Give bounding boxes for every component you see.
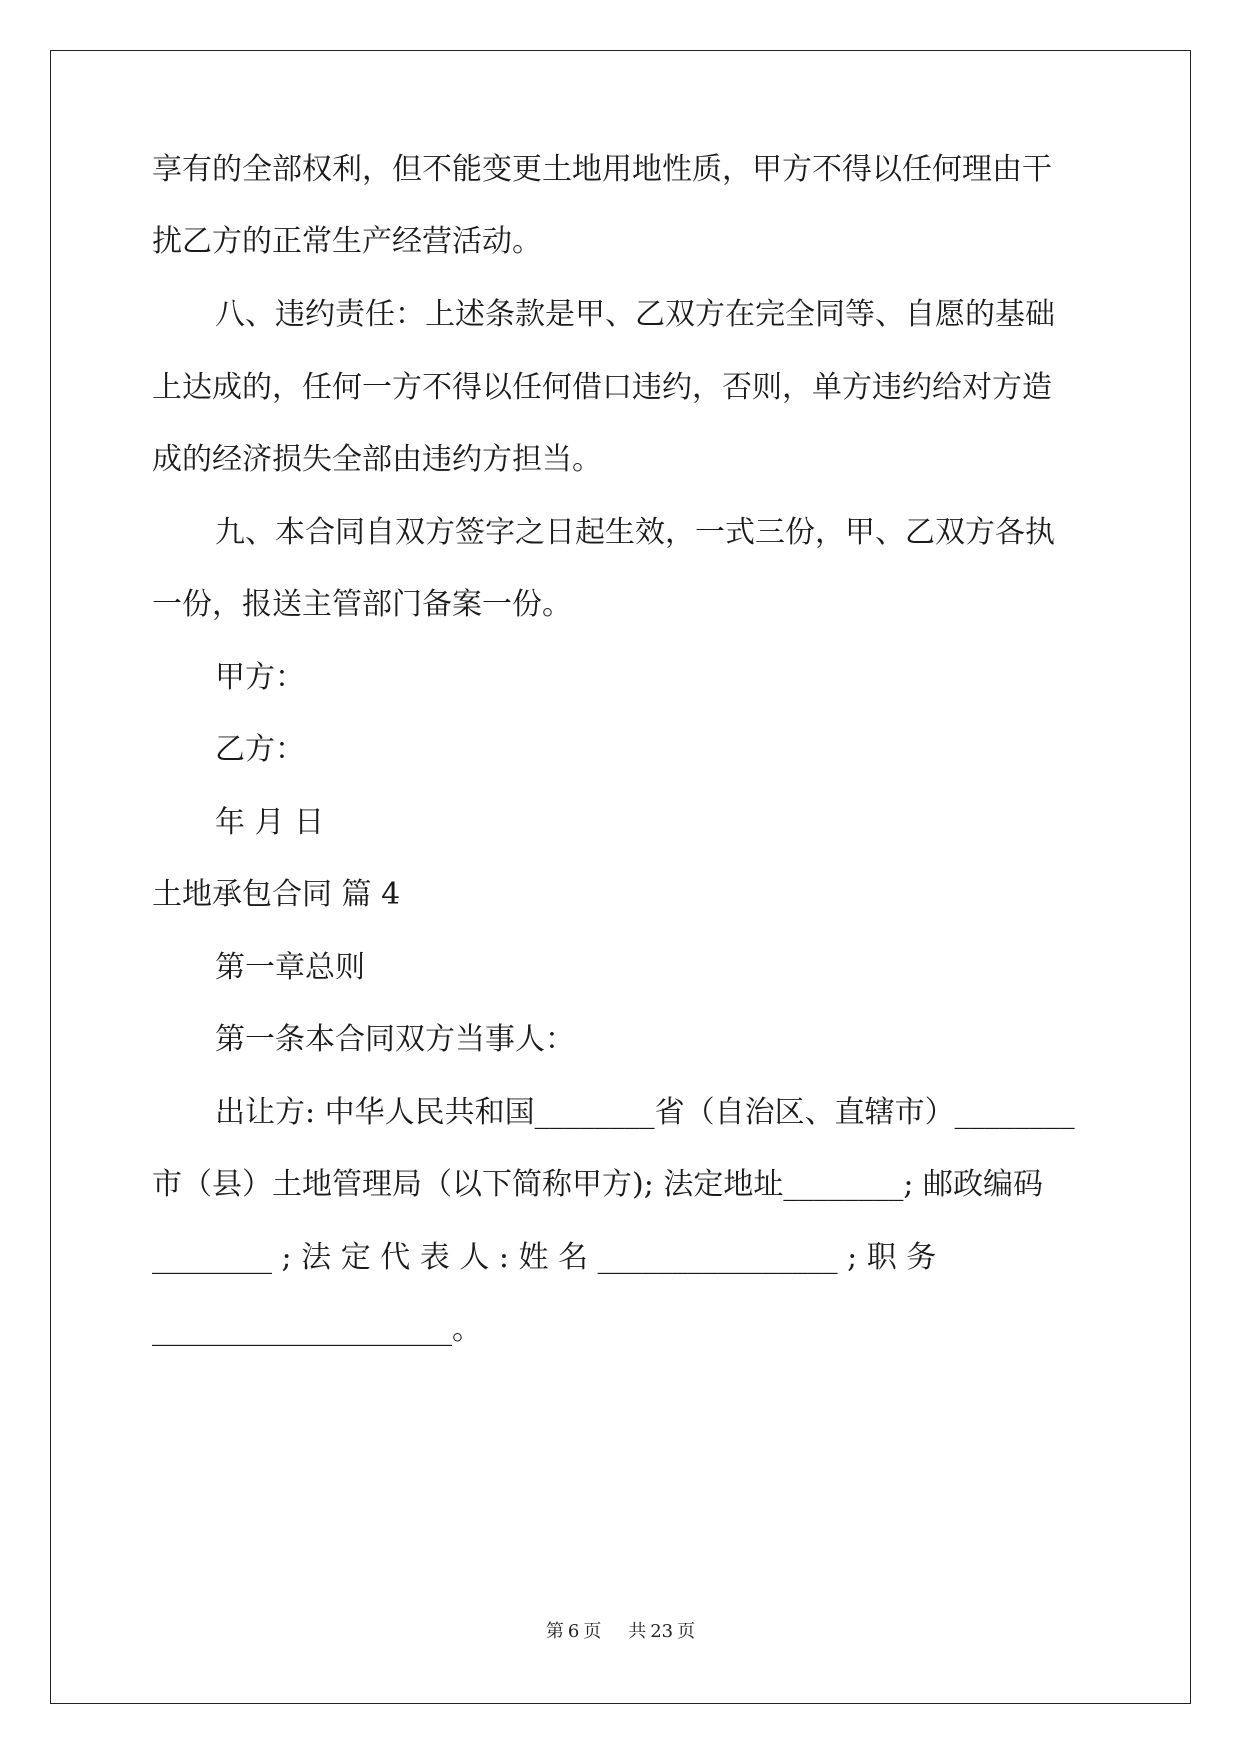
article-title: 第一条本合同双方当事人： <box>215 1022 575 1057</box>
chapter-title: 第一章总则 <box>215 950 365 985</box>
footer-total-pages: 23 <box>650 1621 674 1642</box>
paragraph-line: ____________________。 <box>152 1312 482 1347</box>
paragraph-line: 扰乙方的正常生产经营活动。 <box>152 224 542 259</box>
footer-page-number: 6 <box>567 1621 580 1642</box>
paragraph-line: 成的经济损失全部由违约方担当。 <box>152 442 602 477</box>
party-b-label: 乙方： <box>215 732 305 767</box>
paragraph-line: 出让方: 中华人民共和国________省（自治区、直辖市）________ <box>215 1095 1075 1130</box>
paragraph-line: 享有的全部权利，但不能变更土地用地性质，甲方不得以任何理由干 <box>152 152 1052 187</box>
footer-page-unit: 页 <box>583 1621 602 1642</box>
section-heading: 土地承包合同 篇 4 <box>152 877 401 912</box>
paragraph-line: 一份，报送主管部门备案一份。 <box>152 587 572 622</box>
footer-total-unit: 页 <box>677 1621 696 1642</box>
date-line: 年 月 日 <box>215 805 325 840</box>
page-footer <box>0 1620 1241 1644</box>
paragraph-line: ________ ; 法 定 代 表 人 : 姓 名 ________________ ; 职 务 <box>152 1240 937 1275</box>
paragraph-line: 八、违约责任：上述条款是甲、乙双方在完全同等、自愿的基础 <box>215 297 1055 332</box>
footer-total-prefix: 共 <box>628 1621 647 1642</box>
paragraph-line: 上达成的，任何一方不得以任何借口违约，否则，单方违约给对方造 <box>152 370 1052 405</box>
paragraph-line: 九、本合同自双方签字之日起生效，一式三份，甲、乙双方各执 <box>215 515 1055 550</box>
paragraph-line: 市（县）土地管理局（以下简称甲方); 法定地址________; 邮政编码 <box>152 1167 1043 1202</box>
party-a-label: 甲方： <box>215 660 305 695</box>
footer-prefix: 第 <box>545 1621 564 1642</box>
